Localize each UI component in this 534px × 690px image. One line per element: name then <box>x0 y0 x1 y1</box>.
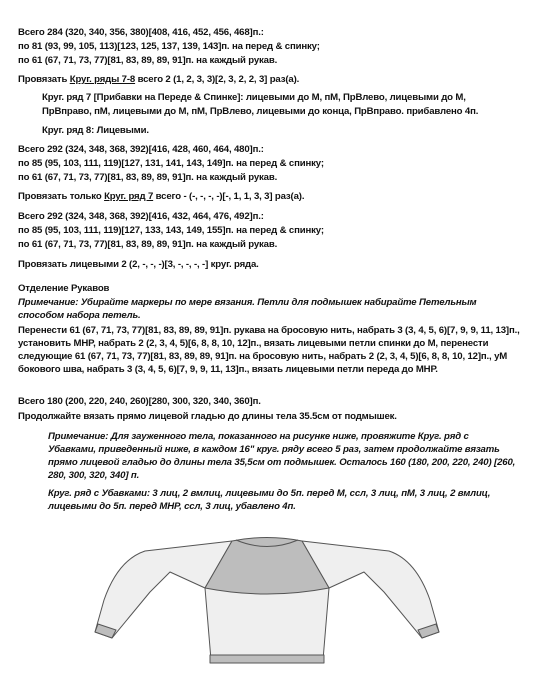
front-back-count-3: по 85 (95, 103, 111, 119)[127, 133, 143, 149, 155]п. на перед & спинку; <box>18 225 324 236</box>
sleeve-count-2: по 61 (67, 71, 73, 77)[81, 83, 89, 89, 91]п. на каждый рукав. <box>18 172 278 183</box>
front-back-count-1: по 81 (93, 99, 105, 113)[123, 125, 137, 139, 143]п. на перед & спинку; <box>18 41 320 52</box>
rounds-7-8-reference: Круг. ряды 7-8 <box>69 74 136 85</box>
stitch-total-3: Всего 292 (324, 348, 368, 392)[416, 432, 464, 476, 492]п.: <box>18 211 264 222</box>
repeat-rounds-instruction: Провязать Круг. ряды 7-8 всего 2 (1, 2, 3, 3)[2, 3, 2, 2, 3] раз(а). <box>18 74 300 85</box>
markers-note: Примечание: Убирайте маркеры по мере вязания. Петли для подмышек набирайте Петельным способом набора петель. <box>18 297 477 321</box>
sweater-hem <box>210 655 324 663</box>
sweater-body <box>205 588 329 660</box>
stitch-total-2: Всего 292 (324, 348, 368, 392)[416, 428, 460, 464, 480]п.: <box>18 144 264 155</box>
continue-body-instruction: Продолжайте вязать прямо лицевой гладью до длины тела 35.5см от подмышек. <box>18 411 397 422</box>
decrease-round-instruction: Круг. ряд с Убавками: 3 лиц, 2 вмлиц, лицевыми до 5п. перед М, ссл, 3 лиц, пМ, 3 лиц, 2 вмлиц, лицевыми до 5п. перед МНР, ссл, 3 лиц, убавлено 4п. <box>48 488 491 512</box>
knit-rounds-instruction: Провязать лицевыми 2 (2, -, -, -)[3, -, -, -, -] круг. ряда. <box>18 259 259 270</box>
stitch-total-4: Всего 180 (200, 220, 240, 260)[280, 300, 320, 340, 360]п. <box>18 396 261 407</box>
front-back-count-2: по 85 (95, 103, 111, 119)[127, 131, 141, 143, 149]п. на перед & спинку; <box>18 158 324 169</box>
sleeve-count-1: по 61 (67, 71, 73, 77)[81, 83, 89, 89, 91]п. на каждый рукав. <box>18 55 278 66</box>
round-7-line-2: ПрВправо, пМ, лицевыми до М, пМ, ПрВлево, лицевыми до конца, ПрВправо. прибавлено 4п. <box>42 106 479 117</box>
tapered-body-note: Примечание: Для зауженного тела, показанного на рисунке ниже, провяжите Круг. ряд с Убавками, приведенный ниже, в каждом 16" круг. ряду всего 5 раз, затем продолжайте вязать прямо лицевой гладью до длины тела 35,5см от подмышек. Осталось 160 (180, 200, 220, 240) [260, 280, 300, 320, 340] п. <box>48 431 516 481</box>
round-7-reference: Круг. ряд 7 <box>104 191 154 202</box>
sleeve-count-3: по 61 (67, 71, 73, 77)[81, 83, 89, 89, 91]п. на каждый рукав. <box>18 239 278 250</box>
repeat-round-7-only: Провязать только Круг. ряд 7 всего - (-, -, -, -)[-, 1, 1, 3, 3] раз(а). <box>18 191 305 202</box>
stitch-total-1: Всего 284 (320, 340, 356, 380)[408, 416, 452, 456, 468]п.: <box>18 27 264 38</box>
round-7-line-1: Круг. ряд 7 [Прибавки на Переде & Спинке]: лицевыми до М, пМ, ПрВлево, лицевыми до М, <box>42 92 466 103</box>
separate-sleeves-instruction: Перенести 61 (67, 71, 73, 77)[81, 83, 89, 89, 91]п. рукава на бросовую нить, набрать 3 (3, 4, 5, 6)[7, 9, 9, 11, 13]п., установить МНР, набрать 2 (2, 3, 4, 5)[6, 8, 8, 10, 12]п., вязать лицевыми петли спинки до М, перенести следующие 61 (67, 71, 73, 77)[81, 83, 89, 89, 91]п. на бросовую нить, набрать 2 (2, 3, 4, 5)[6, 8, 8, 10, 12]п., уМ бокового шва, набрать 3 (3, 4, 5, 6)[7, 9, 9, 11, 13]п., вязать лицевыми петли переда до МНР. <box>18 325 520 375</box>
section-heading: Отделение Рукавов <box>18 283 110 294</box>
round-8: Круг. ряд 8: Лицевыми. <box>42 125 149 136</box>
